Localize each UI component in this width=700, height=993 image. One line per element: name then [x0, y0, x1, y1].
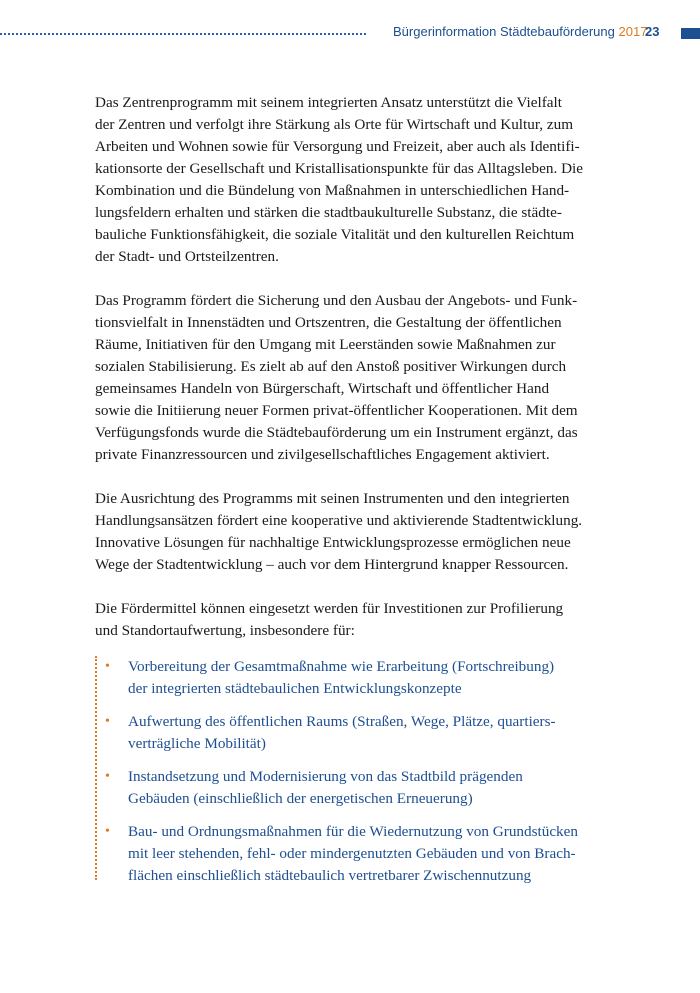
paragraph-3	[95, 488, 647, 576]
paragraph-line: der Zentren und verfolgt ihre Stärkung als Orte für Wirtschaft und Kultur, zum	[95, 116, 574, 133]
bullet-line: verträgliche Mobilität)	[128, 735, 266, 752]
paragraph-4	[95, 598, 647, 642]
paragraph-line: Arbeiten und Wohnen sowie für Versorgung und Freizeit, aber auch als Identifi-	[95, 138, 580, 155]
paragraph-line: Innovative Lösungen für nachhaltige Entwicklungsprozesse ermöglichen neue	[95, 534, 571, 551]
header-title-text: Bürgerinformation Städtebauförderung	[393, 24, 615, 39]
bullet-line: Aufwertung des öffentlichen Raums (Straßen, Wege, Plätze, quartiers-	[128, 713, 556, 730]
paragraph-2	[95, 290, 647, 466]
paragraph-line: Das Zentrenprogramm mit seinem integrierten Ansatz unterstützt die Vielfalt	[95, 94, 562, 111]
bullet-marker: •	[105, 769, 110, 784]
bullet-line: Vorbereitung der Gesamtmaßnahme wie Erarbeitung (Fortschreibung)	[128, 658, 555, 675]
paragraph-line: Wege der Stadtentwicklung – auch vor dem Hintergrund knapper Ressourcen.	[95, 556, 569, 573]
bullet-item	[97, 711, 657, 755]
bullet-marker: •	[105, 659, 110, 674]
header-year: 2017	[618, 24, 648, 39]
paragraph-line: tionsvielfalt in Innenstädten und Ortszentren, die Gestaltung der öffentlichen	[95, 314, 562, 331]
paragraph-line: Verfügungsfonds wurde die Städtebauförderung um ein Instrument ergänzt, das	[95, 424, 578, 441]
bullet-line: mit leer stehenden, fehl- oder mindergenutzten Gebäuden und von Brach-	[128, 845, 576, 862]
paragraph-line: kationsorte der Gesellschaft und Kristallisationspunkte für das Alltagsleben. Die	[95, 160, 583, 177]
bullet-item	[97, 821, 657, 887]
paragraph-line: Kombination und die Bündelung von Maßnahmen in unterschiedlichen Hand-	[95, 182, 570, 199]
paragraph-line: lungsfeldern erhalten und stärken die stadtbaukulturelle Substanz, die städte-	[95, 204, 562, 221]
header-title	[393, 24, 647, 39]
bullet-line: Instandsetzung und Modernisierung von das Stadtbild prägenden	[128, 768, 523, 785]
paragraph-line: sozialen Stabilisierung. Es zielt ab auf den Anstoß positiver Wirkungen durch	[95, 358, 567, 375]
paragraph-line: und Standortaufwertung, insbesondere für:	[95, 622, 355, 639]
bullet-marker: •	[105, 714, 110, 729]
body-text	[95, 92, 647, 664]
paragraph-1	[95, 92, 647, 268]
paragraph-line: Räume, Initiativen für den Umgang mit Leerständen sowie Maßnahmen zur	[95, 336, 556, 353]
paragraph-line: bauliche Funktionsfähigkeit, die soziale Vitalität und den kulturellen Reichtum	[95, 226, 575, 243]
bullet-item	[97, 766, 657, 810]
paragraph-line: Die Ausrichtung des Programms mit seinen Instrumenten und den integrierten	[95, 490, 570, 507]
paragraph-line: Handlungsansätzen fördert eine kooperative und aktivierende Stadtentwicklung.	[95, 512, 583, 529]
bullet-line: Gebäuden (einschließlich der energetischen Erneuerung)	[128, 790, 473, 807]
bullet-item	[97, 656, 657, 700]
bullet-line: Bau- und Ordnungsmaßnahmen für die Wiedernutzung von Grundstücken	[128, 823, 578, 840]
paragraph-line: private Finanzressourcen und zivilgesellschaftliches Engagement aktiviert.	[95, 446, 550, 463]
paragraph-line: Die Fördermittel können eingesetzt werden für Investitionen zur Profilierung	[95, 600, 564, 617]
bullet-marker: •	[105, 824, 110, 839]
header-accent-bar	[681, 28, 700, 39]
paragraph-line: Das Programm fördert die Sicherung und den Ausbau der Angebots- und Funk-	[95, 292, 578, 309]
page-header	[0, 22, 700, 46]
paragraph-line: der Stadt- und Ortsteilzentren.	[95, 248, 279, 265]
bullet-list	[95, 656, 657, 884]
paragraph-line: gemeinsames Handeln von Bürgerschaft, Wirtschaft und öffentlicher Hand	[95, 380, 550, 397]
page-number: 23	[645, 24, 660, 39]
bullet-line: der integrierten städtebaulichen Entwicklungskonzepte	[128, 680, 462, 697]
header-dotted-rule	[0, 33, 366, 35]
paragraph-line: sowie die Initiierung neuer Formen privat-öffentlicher Kooperationen. Mit dem	[95, 402, 578, 419]
bullet-line: flächen einschließlich städtebaulich vertretbarer Zwischennutzung	[128, 867, 532, 884]
